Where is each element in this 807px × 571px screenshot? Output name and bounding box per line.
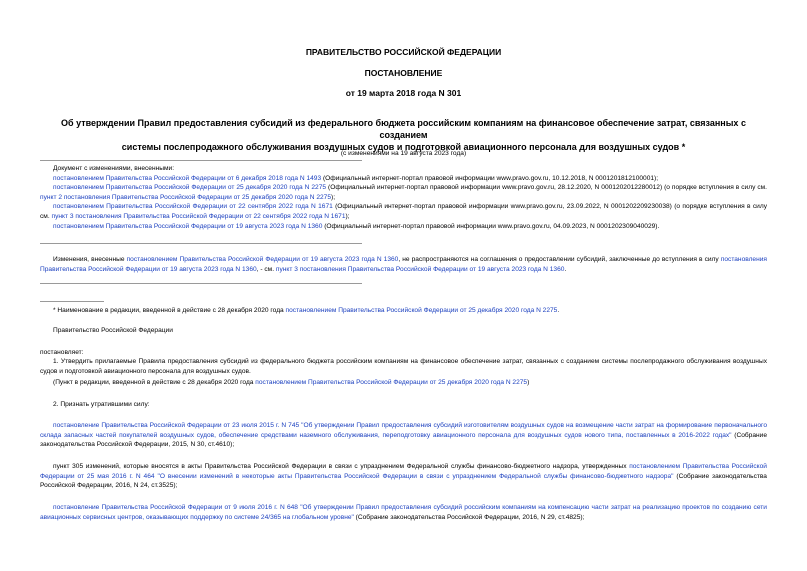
- notice-link[interactable]: пункт 3 постановления Правительства Российской Федерации от 19 августа 2023 года N 1360: [275, 265, 565, 273]
- footnote: * Наименование в редакции, введенной в действие с 28 декабря 2020 года постановлением Правительства Российской Федерации от 25 декабря 2020 года N 2275.: [53, 307, 560, 314]
- footnote-rule: [40, 301, 104, 302]
- repealed-link[interactable]: постановлением Правительства Российской Федерации от 25 мая 2016 г. N 464 "О внесении изменений в некоторые акты Правительства Российской Федерации в связи с упразднением Федеральной службы финансово-бюджетного надзора": [40, 463, 767, 480]
- change-item: постановлением Правительства Российской Федерации от 22 сентября 2022 года N 1671 (Официальный интернет-портал правовой информации www.pravo.gov.ru, 23.09.2022, N 0001202209230038) (о порядке вступления в силу см. пункт 3 постановления Правительства Российской Федерации от 22 сентября 2022 года N 1671);: [40, 203, 767, 220]
- change-link[interactable]: пункт 2 постановления Правительства Российской Федерации от 25 декабря 2020 года N 2275: [40, 193, 331, 201]
- decrees-line: постановляет:: [40, 349, 84, 356]
- paragraph-1: 1. Утвердить прилагаемые Правила предоставления субсидий из федерального бюджета российским компаниям на финансовое обеспечение затрат, связанных с созданием системы послепродажного обслуживания воздушных судов и подготовкой авиационного персонала для воздушных судов.: [40, 358, 767, 375]
- footnote-link[interactable]: постановлением Правительства Российской Федерации от 25 декабря 2020 года N 2275: [285, 307, 558, 314]
- government-line: Правительство Российской Федерации: [53, 327, 173, 334]
- revision-note: (с изменениями на 19 августа 2023 года): [340, 150, 467, 157]
- change-link[interactable]: постановлением Правительства Российской Федерации от 22 сентября 2022 года N 1671: [53, 203, 333, 211]
- change-item: постановлением Правительства Российской Федерации от 25 декабря 2020 года N 2275 (Официальный интернет-портал правовой информации www.pravo.gov.ru, 28.12.2020, N 0001202012280012) (о порядке вступления в силу см. пункт 2 постановления Правительства Российской Федерации от 25 декабря 2020 года N 2275);: [40, 184, 767, 201]
- separator-line: [40, 243, 362, 244]
- change-item: постановлением Правительства Российской Федерации от 6 декабря 2018 года N 1493 (Официальный интернет-портал правовой информации www.pravo.gov.ru, 10.12.2018, N 0001201812100001);: [53, 174, 659, 182]
- change-link[interactable]: постановлением Правительства Российской Федерации от 19 августа 2023 года N 1360: [53, 222, 323, 230]
- document-title: [40, 117, 767, 153]
- repealed-link[interactable]: постановление Правительства Российской Федерации от 23 июля 2015 г. N 745 "Об утверждении Правил предоставления субсидий изготовителям воздушных судов на возмещение части затрат на формирование первоначального склада запасных частей покупателей воздушных судов, обеспечение средствами наземного обслуживания, переподготовку авиационного персонала для воздушных судов нового типа, поставленных в 2016-2022 годах": [40, 422, 767, 439]
- changes-block: [40, 164, 767, 231]
- document-date-number: от 19 марта 2018 года N 301: [345, 88, 462, 98]
- paragraph-2: 2. Признать утратившими силу:: [53, 401, 150, 408]
- separator-line: [40, 160, 362, 161]
- repealed-item-1: постановление Правительства Российской Федерации от 23 июля 2015 г. N 745 "Об утверждении Правил предоставления субсидий изготовителям воздушных судов на возмещение части затрат на формирование первоначального склада запасных частей покупателей воздушных судов, обеспечение средствами наземного обслуживания, переподготовку авиационного персонала для воздушных судов нового типа, поставленных в 2016-2022 годах" (Собрание законодательства Российской Федерации, 2015, N 30, ст.4610);: [40, 422, 767, 449]
- separator-line: [40, 283, 362, 284]
- changes-intro: Документ с изменениями, внесенными:: [53, 165, 175, 172]
- repealed-link[interactable]: постановление Правительства Российской Федерации от 9 июля 2016 г. N 648 "Об утверждении Правил предоставления субсидий российским компаниям на компенсацию части затрат на реализацию проектов по созданию сети авиационных сервисных центров, оказывающих поддержку по системе 24/365 на глобальном уровне": [40, 504, 767, 521]
- document-type: ПОСТАНОВЛЕНИЕ: [364, 68, 443, 78]
- notice-link[interactable]: постановлением Правительства Российской Федерации от 19 августа 2023 года N 1360: [126, 256, 399, 263]
- title-line-1: Об утверждении Правил предоставления субсидий из федерального бюджета российским компаниям на финансовое обеспечение затрат, связанных с созданием: [61, 118, 746, 140]
- change-link[interactable]: постановлением Правительства Российской Федерации от 25 декабря 2020 года N 2275: [53, 184, 327, 192]
- paragraph-1-note: (Пункт в редакции, введенной в действие с 28 декабря 2020 года постановлением Правительства Российской Федерации от 25 декабря 2020 года N 2275): [53, 379, 530, 386]
- repealed-item-3: постановление Правительства Российской Федерации от 9 июля 2016 г. N 648 "Об утверждении Правил предоставления субсидий российским компаниям на компенсацию части затрат на реализацию проектов по созданию сети авиационных сервисных центров, оказывающих поддержку по системе 24/365 на глобальном уровне" (Собрание законодательства Российской Федерации, 2016, N 29, ст.4825);: [40, 504, 767, 521]
- change-link[interactable]: постановлением Правительства Российской Федерации от 6 декабря 2018 года N 1493: [53, 174, 322, 182]
- notice-link[interactable]: постановления Правительства Российской Федерации от 19 августа 2023 года N 1360: [40, 256, 767, 273]
- notice-block: Изменения, внесенные постановлением Правительства Российской Федерации от 19 августа 2023 года N 1360, не распространяются на соглашения о предоставлении субсидий, заключенные до вступления в силу постановления Правительства Российской Федерации от 19 августа 2023 года N 1360, - см. пункт 3 постановления Правительства Российской Федерации от 19 августа 2023 года N 1360.: [40, 256, 767, 273]
- change-item: постановлением Правительства Российской Федерации от 19 августа 2023 года N 1360 (Официальный интернет-портал правовой информации www.pravo.gov.ru, 04.09.2023, N 0001202309040029).: [53, 222, 660, 230]
- repealed-item-2: пункт 305 изменений, которые вносятся в акты Правительства Российской Федерации в связи с упразднением Федеральной службы финансово-бюджетного надзора, утвержденных постановлением Правительства Российской Федерации от 25 мая 2016 г. N 464 "О внесении изменений в некоторые акты Правительства Российской Федерации в связи с упразднением Федеральной службы финансово-бюджетного надзора" (Собрание законодательства Российской Федерации, 2016, N 24, ст.3525);: [40, 463, 767, 490]
- change-link[interactable]: пункт 3 постановления Правительства Российской Федерации от 22 сентября 2022 года N 1671: [51, 212, 346, 220]
- title-line-2: системы послепродажного обслуживания воздушных судов и подготовкой авиационного персонала для воздушных судов *: [121, 142, 686, 152]
- paragraph-note-link[interactable]: постановлением Правительства Российской Федерации от 25 декабря 2020 года N 2275: [255, 379, 528, 386]
- government-heading: ПРАВИТЕЛЬСТВО РОССИЙСКОЙ ФЕДЕРАЦИИ: [305, 47, 502, 57]
